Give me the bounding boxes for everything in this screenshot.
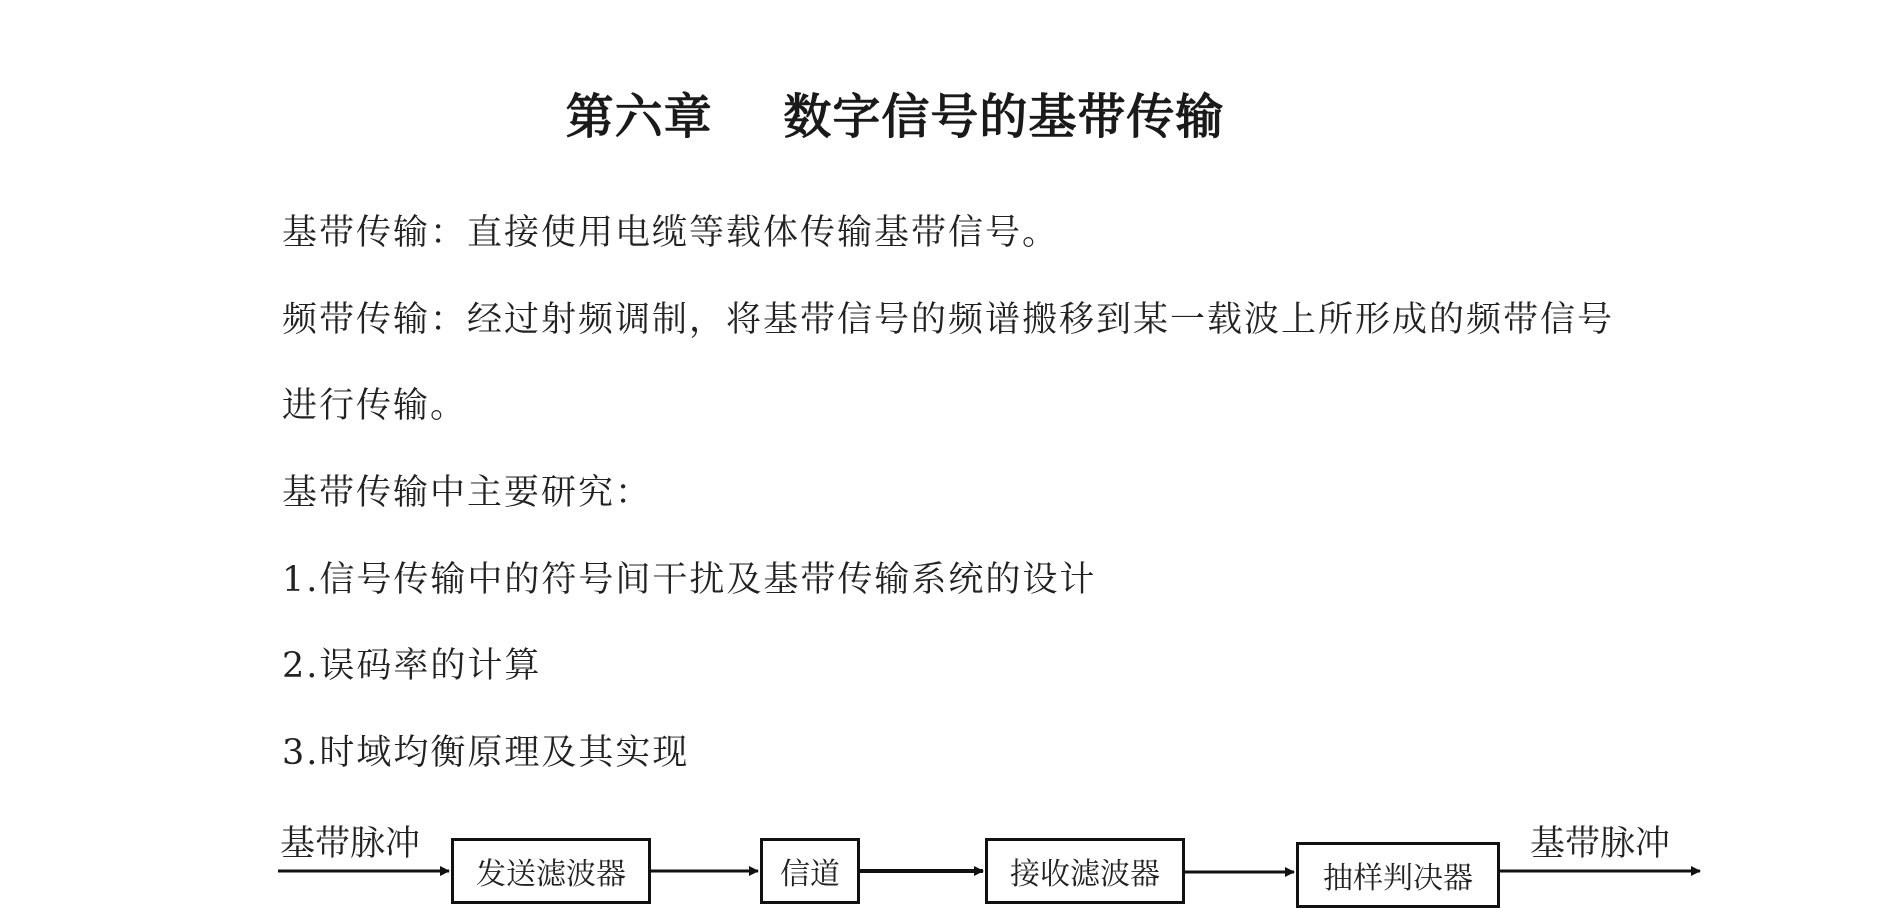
chapter-title: 第六章 数字信号的基带传输 bbox=[565, 89, 1225, 145]
transmit-filter-block bbox=[451, 838, 651, 904]
output-signal-label: 基带脉冲 bbox=[1530, 824, 1671, 864]
receive-filter-label: 接收滤波器 bbox=[1010, 857, 1160, 892]
transmit-filter-label: 发送滤波器 bbox=[476, 857, 626, 892]
sampler-decider-block bbox=[1296, 842, 1500, 908]
research-topics-heading: 基带传输中主要研究： bbox=[282, 473, 653, 513]
definition-passband-continued: 进行传输。 bbox=[282, 386, 468, 426]
research-topic-2: 2.误码率的计算 bbox=[282, 646, 542, 686]
receive-filter-block bbox=[985, 838, 1185, 904]
channel-block bbox=[760, 838, 860, 904]
research-topic-3: 3.时域均衡原理及其实现 bbox=[282, 733, 690, 773]
definition-passband: 频带传输：经过射频调制，将基带信号的频谱搬移到某一载波上所形成的频带信号 bbox=[282, 300, 1615, 340]
definition-baseband: 基带传输：直接使用电缆等载体传输基带信号。 bbox=[282, 213, 1060, 253]
input-signal-label: 基带脉冲 bbox=[280, 824, 421, 864]
channel-label: 信道 bbox=[780, 857, 840, 892]
research-topic-1: 1.信号传输中的符号间干扰及基带传输系统的设计 bbox=[282, 560, 1097, 600]
sampler-decider-label: 抽样判决器 bbox=[1323, 861, 1473, 896]
